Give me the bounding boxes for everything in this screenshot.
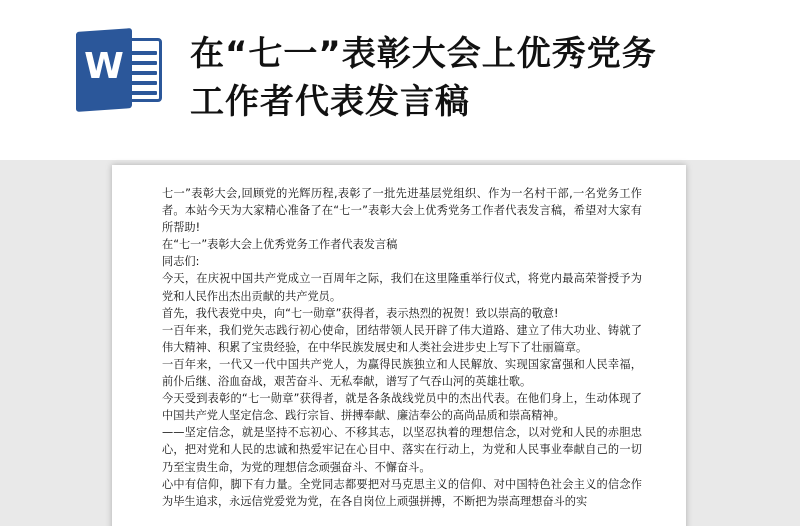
word-letter: W [84,46,124,87]
title-line-2: 工作者代表发言稿 [190,82,470,122]
paragraph: 一百年来，我们党矢志践行初心使命，团结带领人民开辟了伟大道路、建立了伟大功业、铸就了伟大精神、积累了宝贵经验，在中华民族发展史和人类社会进步史上写下了壮丽篇章。 [162,323,642,354]
page-title [190,30,770,126]
document-page [112,165,686,526]
paragraph: 心中有信仰，脚下有力量。全党同志都要把对马克思主义的信仰、对中国特色社会主义的信念作为毕生追求，永远信党爱党为党，在各自岗位上顽强拼搏，不断把为崇高理想奋斗的实 [162,477,642,508]
word-badge [76,28,132,112]
paragraph: 今天受到表彰的“七一勋章”获得者，就是各条战线党员中的杰出代表。在他们身上，生动体现了中国共产党人坚定信念、践行宗旨、拼搏奉献、廉洁奉公的高尚品质和崇高精神。 [162,392,642,423]
document-body [162,185,642,510]
paragraph: 同志们: [162,255,200,269]
paragraph: 首先，我代表党中央，向“七一勋章”获得者，表示热烈的祝贺！致以崇高的敬意! [162,306,559,320]
word-document-icon [72,30,164,110]
paragraph: 一百年来，一代又一代中国共产党人，为赢得民族独立和人民解放、实现国家富强和人民幸福，前仆后继、浴血奋战，艰苦奋斗、无私奉献，谱写了气吞山河的英雄壮歌。 [162,357,642,389]
paragraph: 今天，在庆祝中国共产党成立一百周年之际，我们在这里隆重举行仪式，将党内最高荣誉授予为党和人民作出杰出贡献的共产党员。 [162,272,642,303]
title-line-1: 在“七一”表彰大会上优秀党务 [190,34,657,74]
paragraph: ——坚定信念，就是坚持不忘初心、不移其志，以坚忍执着的理想信念，以对党和人民的赤胆忠心，把对党和人民的忠诚和热爱牢记在心目中、落实在行动上，为党和人民事业奉献自己的一切乃至宝贵生命，为党的理想信念顽强奋斗、不懈奋斗。 [162,426,642,474]
paragraph: 七一”表彰大会,回顾党的光辉历程,表彰了一批先进基层党组织、作为一名村干部,一名党务工作者。本站今天为大家精心准备了在“七一”表彰大会上优秀党务工作者代表发言稿，希望对大家有所帮助! [162,187,642,235]
paragraph: 在“七一”表彰大会上优秀党务工作者代表发言稿 [162,238,398,252]
